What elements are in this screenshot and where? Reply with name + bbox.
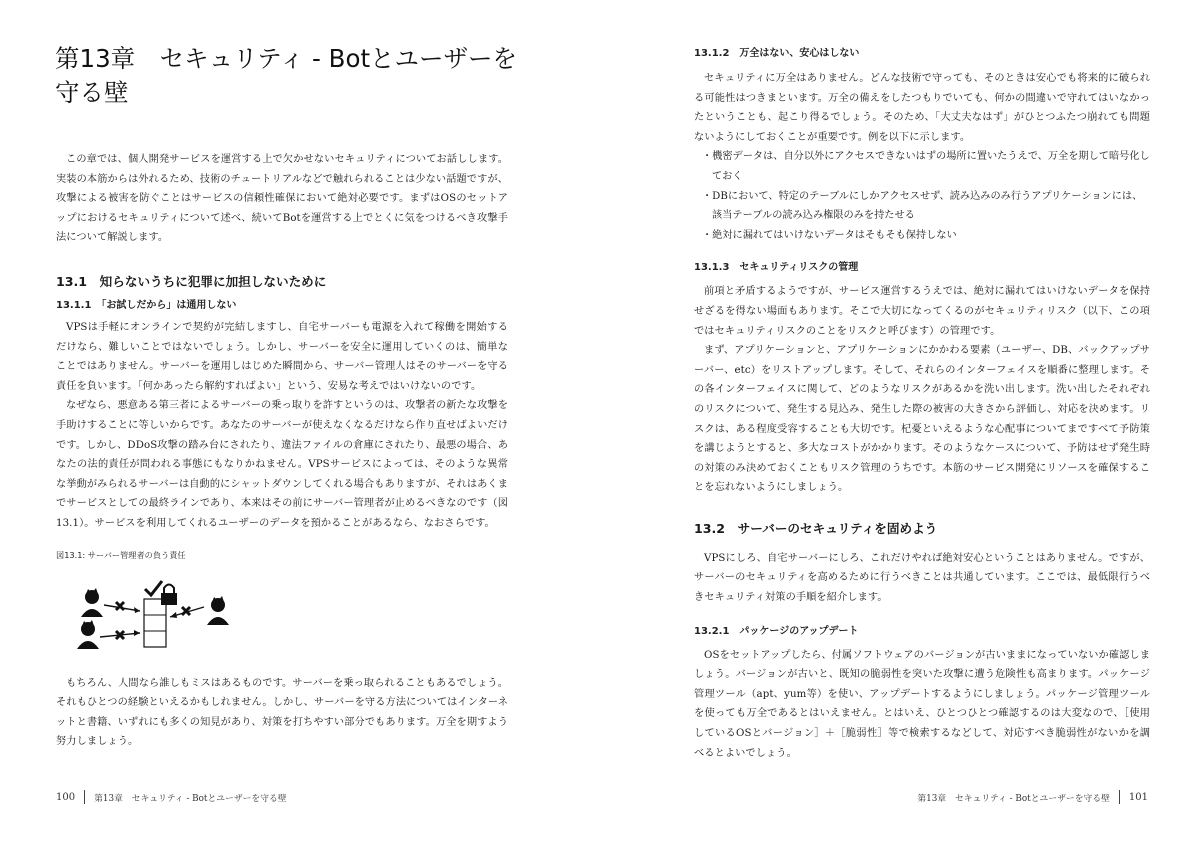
figure-13-1 [56,561,508,653]
right-column [694,44,1150,763]
attacker-icon [81,588,103,617]
page-number: 101 [1128,791,1148,803]
figure-caption: 図13.1: サーバー管理者の負う責任 [56,549,186,560]
list-item: ・機密データは、自分以外にアクセスできないはずの場所に置いたうえで、万全を期して暗号化しておく [702,151,1150,182]
right-footer [917,790,1148,804]
attacker-icon [207,596,229,625]
page-number: 100 [56,791,76,803]
intro-paragraph: この章では、個人開発サービスを運営する上で欠かせないセキュリティについてお話しします。実装の本筋からは外れるため、技術のチュートリアルなどで触れられることは少ない話題ですが、攻撃による被害を防ぐことはサービスの信頼性確保において絶対必要です。まずはOSのセットアップにおけるセキュリティについて述べ、続いてBotを運営する上でとくに気をつけるべき攻撃手法について解説します。 [56,154,508,244]
paragraph: まず、アプリケーションと、アプリケーションにかかわる要素（ユーザー、DB、バックアップサーバー、etc）をリストアップします。そして、それらのインターフェイスを順番に整理します。その各インターフェイスに関して、どのようなリスクがあるかを洗い出します。洗い出したそれぞれのリスクについて、発生する見込み、発生した際の被害の大きさから評価し、対応を決めます。リスクは、ある程度受容することも大切です。杞憂といえるような心配事についてまですべて予防策を講じようとすると、多大なコストがかかります。そのようなケースについて、予防はせず発生時の対策のみ決めておくこともリスク管理のうちです。本筋のサービス開発にリソースを確保することを忘れないようにしましょう。 [694,345,1150,494]
subsection-heading-13-1-1: 13.1.1 「お試しだから」は通用しない [56,299,237,311]
paragraph: VPSは手軽にオンラインで契約が完結しますし、自宅サーバーも電源を入れて稼働を開始するだけなら、難しいことではないでしょう。しかし、サーバーを安全に運用していくのは、簡単なことではありません。サーバーを運用しはじめた瞬間から、サーバー管理人はそのサーバーを守る責任を負います。「何かあったら解約すればよい」という、安易な考えではいけないのです。 [56,321,508,392]
paragraph: セキュリティに万全はありません。どんな技術で守っても、そのときは安心でも将来的に破られる可能性はつきまといます。万全の備えをしたつもりでいても、何かの間違いで守れてはいなかったということも、起こり得るでしょう。そのため、「大丈夫なはず」がひとつふたつ崩れても問題ないようにしておくことが重要です。例を以下に示します。 [694,73,1150,143]
left-footer [56,790,287,804]
bullet-list [694,147,1150,245]
chapter-title: 第13章 セキュリティ - Botとユーザーを守る壁 [55,44,518,107]
figure-13-1-illustration [72,561,272,653]
paragraph: もちろん、人間なら誰しもミスはあるものです。サーバーを乗っ取られることもあるでしょう。それもひとつの経験といえるかもしれません。しかし、サーバーを守る方法についてはインターネットと書籍、いずれにも多くの知見があり、対策を打ちやすい部分でもあります。万全を期すよう努力しましょう。 [56,677,508,748]
section-heading-13-2: 13.2 サーバーのセキュリティを固めよう [694,520,938,536]
cross-mark-icon [116,602,124,610]
running-header: 第13章 セキュリティ - Botとユーザーを守る壁 [917,793,1110,804]
attacker-icon [77,620,99,649]
section-heading-13-1: 13.1 知らないうちに犯罪に加担しないために [56,273,327,289]
left-column [56,150,508,752]
running-header: 第13章 セキュリティ - Botとユーザーを守る壁 [94,793,287,804]
footer-divider [1119,790,1120,804]
paragraph: OSをセットアップしたら、付属ソフトウェアのバージョンが古いままになっていないか確認しましょう。バージョンが古いと、既知の脆弱性を突いた攻撃に遭う危険性も高まります。パッケージ管理ツール（apt、yum等）を使い、アップデートするようにしましょう。パッケージ管理ツールを使っても万全であるとはいえません。とはいえ、ひとつひとつ確認するのは大変なので、［使用しているOSとバージョン］＋［脆弱性］等で検索するなどして、対応すべき脆弱性がないかを調べるとよいでしょう。 [694,649,1150,759]
subsection-heading-13-1-2: 13.1.2 万全はない、安心はしない [694,48,860,59]
footer-divider [84,790,85,804]
paragraph: VPSにしろ、自宅サーバーにしろ、これだけやれば絶対安心ということはありません。ですが、サーバーのセキュリティを高めるために行うべきことは共通しています。ここでは、最低限行うべきセキュリティ対策の手順を紹介します。 [694,552,1150,604]
list-item: ・絶対に漏れてはいけないデータはそもそも保持しない [702,229,957,241]
checkmark-icon [145,581,162,595]
subsection-heading-13-1-3: 13.1.3 セキュリティリスクの管理 [694,262,859,274]
paragraph: なぜなら、悪意ある第三者によるサーバーの乗っ取りを許すというのは、攻撃者の新たな攻撃を手助けすることに等しいからです。あなたのサーバーが使えなくなるだけなら作り直せばよいだけです。しかし、DDoS攻撃の踏み台にされたり、違法ファイルの倉庫にされたり、最悪の場合、あなたの法的責任が問われる事態にもなりかねません。VPSサービスによっては、そのような異常な挙動がみられるサーバーは自動的にシャットダウンしてくれる場合もありますが、それはあくまでサービスとしての最終ラインであり、本来はその前にサーバー管理者が止めるべきなのです（図13.1）。サービスを利用してくれるユーザーのデータを預かることがあるなら、なおさらです。 [56,400,508,529]
list-item: ・DBにおいて、特定のテーブルにしかアクセスせず、読み込みのみ行うアプリケーションには、該当テーブルの読み込み権限のみを持たせる [702,190,1143,222]
paragraph: 前項と矛盾するようですが、サービス運営するうえでは、絶対に漏れてはいけないデータを保持せざるを得ない場面もあります。そこで大切になってくるのがセキュリティリスク（以下、この項ではセキュリティリスクのことをリスクと呼びます）の管理です。 [694,286,1150,337]
server-icon [144,599,166,647]
right-page [600,0,1200,848]
subsection-heading-13-2-1: 13.2.1 パッケージのアップデート [694,625,859,637]
lock-icon [161,584,177,605]
